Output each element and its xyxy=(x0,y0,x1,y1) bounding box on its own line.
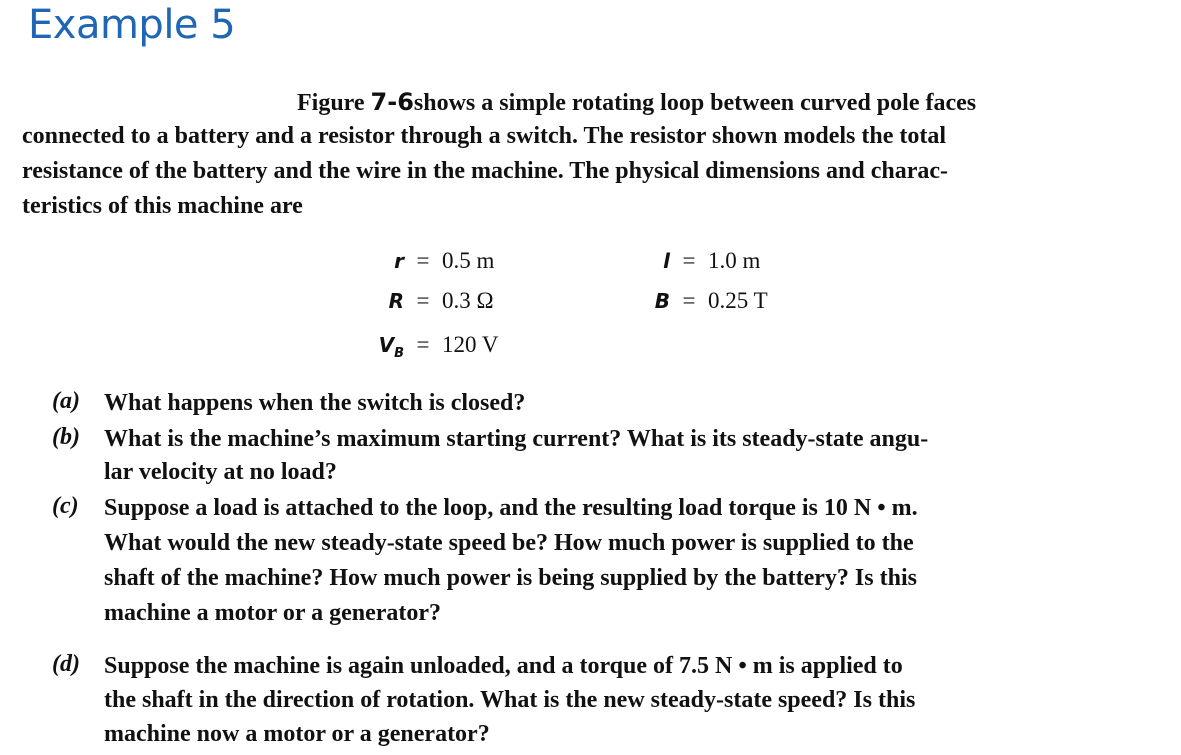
question-b-label: (b) xyxy=(52,424,80,450)
param-VB-letter: V xyxy=(378,333,395,357)
question-b-line-2: lar velocity at no load? xyxy=(104,459,337,485)
question-a-line-1: What happens when the switch is closed? xyxy=(104,390,526,416)
question-d-line-2: the shaft in the direction of rotation. What is the new steady-state speed? Is this xyxy=(104,687,916,713)
intro-line-4: teristics of this machine are xyxy=(22,193,303,219)
param-B-equals: = xyxy=(682,288,696,313)
param-B xyxy=(646,288,768,314)
param-l-equals: = xyxy=(682,248,696,273)
question-b-line-1: What is the machine’s maximum starting current? What is its steady-state angu- xyxy=(104,426,929,452)
intro-line-3: resistance of the battery and the wire in the machine. The physical dimensions and charac- xyxy=(22,158,949,184)
question-a-label: (a) xyxy=(52,388,80,414)
param-VB-subscript: B xyxy=(394,346,404,361)
question-c-line-4: machine a motor or a generator? xyxy=(104,600,442,626)
param-r-equals: = xyxy=(416,248,430,273)
figure-reference: 7-6 xyxy=(370,88,414,116)
param-VB xyxy=(376,332,498,361)
param-VB-value: 120 V xyxy=(442,332,499,357)
param-r-value: 0.5 m xyxy=(442,248,495,273)
param-VB-symbol xyxy=(376,333,404,361)
question-c-line-3: shaft of the machine? How much power is being supplied by the battery? Is this xyxy=(104,565,917,591)
param-B-value: 0.25 T xyxy=(708,288,768,313)
param-r xyxy=(380,248,494,274)
question-c-line-1: Suppose a load is attached to the loop, and the resulting load torque is 10 N • m. xyxy=(104,495,918,521)
intro-line-1-suffix: shows a simple rotating loop between curved pole faces xyxy=(413,90,977,116)
param-R-symbol: R xyxy=(388,289,404,313)
param-B-symbol: B xyxy=(654,289,670,313)
question-c-label: (c) xyxy=(52,493,79,519)
param-R-value: 0.3 Ω xyxy=(442,288,494,313)
page-title: Example 5 xyxy=(28,2,236,48)
question-c-line-2: What would the new steady-state speed be? How much power is supplied to the xyxy=(104,530,914,556)
param-l-symbol: l xyxy=(663,249,670,273)
param-l-value: 1.0 m xyxy=(708,248,761,273)
intro-line-1 xyxy=(297,88,976,117)
question-d-label: (d) xyxy=(52,651,80,677)
param-r-symbol: r xyxy=(394,249,404,273)
param-l xyxy=(646,248,760,274)
question-d-line-1: Suppose the machine is again unloaded, and a torque of 7.5 N • m is applied to xyxy=(104,653,903,679)
param-R xyxy=(380,288,494,314)
param-R-equals: = xyxy=(416,288,430,313)
question-d-line-3: machine now a motor or a generator? xyxy=(104,721,490,747)
intro-line-1-prefix: Figure xyxy=(297,90,371,116)
intro-line-2: connected to a battery and a resistor through a switch. The resistor shown models the total xyxy=(22,123,946,149)
param-VB-equals: = xyxy=(416,332,430,357)
